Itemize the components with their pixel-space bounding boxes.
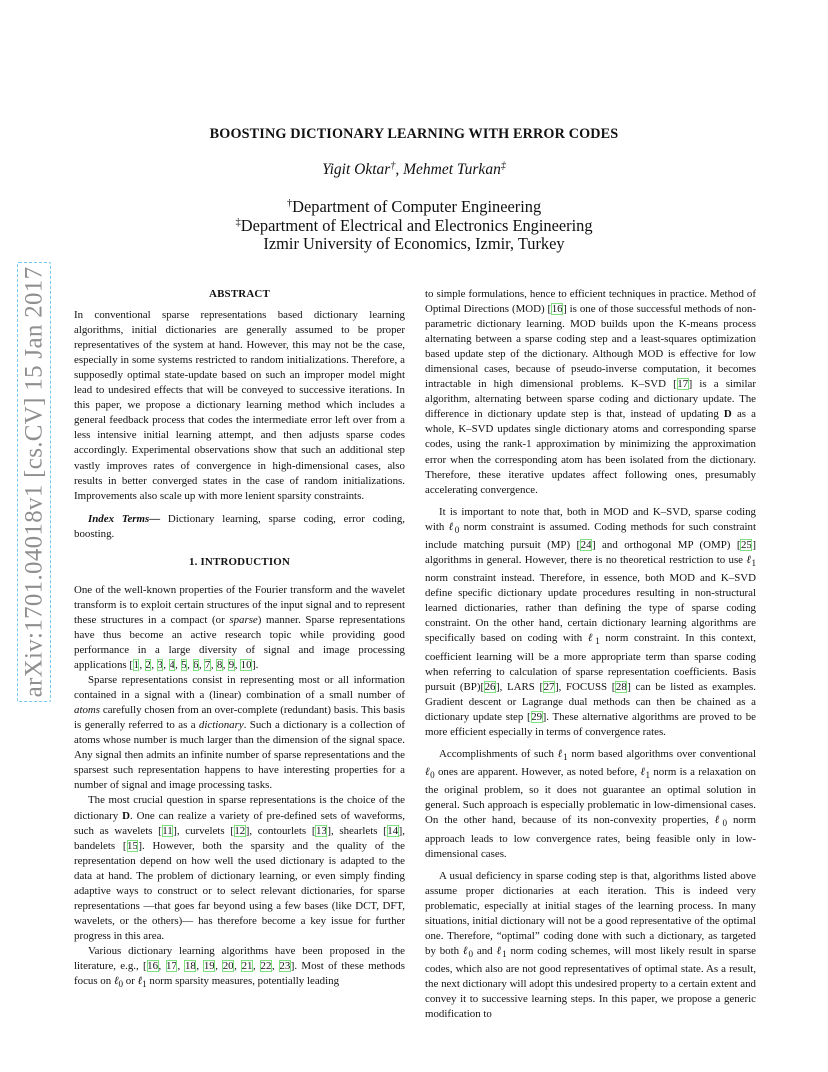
citation-link[interactable]: 16 bbox=[551, 303, 563, 316]
subscript: 0 bbox=[118, 979, 124, 990]
left-body bbox=[74, 583, 405, 992]
emphasis-text: ℓ bbox=[746, 553, 752, 566]
affiliation-line bbox=[0, 217, 828, 236]
affiliation-mark: † bbox=[286, 198, 293, 210]
citation-link[interactable]: 22 bbox=[260, 959, 272, 972]
citation-link[interactable]: 17 bbox=[677, 378, 689, 391]
body-paragraph: One of the well-known properties of the Fourier transform and the wavelet transform is to exploit certain structures of the input signal and to represent these structures in a compact (or sparse) manner. Sparse representations have thus become an active research topic while providing good performance in a large diversity of signal and image processing applications [1, 2, 3, 4, 5, 6, 7, 8, 9, 10]. bbox=[74, 583, 405, 672]
affiliation-line bbox=[0, 235, 828, 254]
citation-link[interactable]: 20 bbox=[222, 959, 234, 972]
body-paragraph: to simple formulations, hence to efficient techniques in practice. Method of Optimal Directions (MOD) [16] is one of those successful methods of non-parametric dictionary learning. MOD builds upon the K-means process alternating between a sparse coding step and a least-squares optimization based update step of the dictionary. Although MOD is effective for low dimensional cases, because of pseudo-inverse computation, it becomes intractable in high dimensional problems. K–SVD [17] is a similar algorithm, alternating between sparse coding and dictionary update. The difference in dictionary update step is that, instead of updating D as a whole, K–SVD updates single dictionary atoms and corresponding sparse codes, using the rank-1 approximation by minimizing the approximation error when the corresponding atom has been isolated from the dictionary. Therefore, these iterative updates affect following ones, presumably accelerating convergence. bbox=[425, 288, 757, 496]
body-paragraph: Sparse representations consist in representing most or all information contained in a signal with a (linear) combination of a small number of atoms carefully chosen from an over-complete (redundant) basis. This basis is generally referred to as a dictionary. Such a dictionary is a collection of atoms whose number is much larger than the dimension of the signal space. Any signal then admits an infinite number of sparse representations and the sparsest such representation happens to have interesting properties for a number of signal and image processing tasks. bbox=[74, 674, 405, 792]
citation-link[interactable]: 3 bbox=[157, 659, 163, 672]
emphasis-text: ℓ bbox=[462, 944, 469, 957]
emphasis-text: ℓ bbox=[587, 632, 596, 645]
affiliation-line bbox=[0, 198, 828, 217]
emphasis-text: ℓ bbox=[496, 944, 503, 957]
emphasis-text: ℓ bbox=[137, 975, 143, 988]
subscript: 0 bbox=[430, 770, 435, 781]
section-heading-introduction: 1. INTRODUCTION bbox=[188, 555, 291, 568]
paper-title: BOOSTING DICTIONARY LEARNING WITH ERROR CODES bbox=[209, 126, 619, 142]
affiliations bbox=[0, 198, 828, 254]
body-paragraph: The most crucial question in sparse representations is the choice of the dictionary D. One can realize a variety of pre-defined sets of waveforms, such as wavelets [11], curvelets [12], contourlets [13], shearlets [14], bandelets [15]. However, both the sparsity and the quality of the representation depend on how well the used dictionary is adapted to the data at hand. The problem of dictionary learning, or even simply finding adaptive ways to construct or to select relevant dictionaries, for sparse representations —that goes far beyond using a few bases (like DCT, DFT, wavelets, or the others)— has therefore become a key issue for further progress in this area. bbox=[74, 794, 405, 942]
subscript: 0 bbox=[468, 949, 474, 960]
index-terms bbox=[74, 512, 405, 542]
subscript: 1 bbox=[142, 979, 147, 990]
arxiv-id: arXiv:1701.04018v1 [cs.CV] 15 Jan 2017 bbox=[20, 266, 48, 698]
right-body bbox=[425, 287, 756, 1022]
body-paragraph: It is important to note that, both in MOD and K–SVD, sparse coding with ℓ$_0$ norm constraint is assumed. Coding methods for such constraint include matching pursuit (MP) [24] and orthogonal MP (OMP) [25] algorithms in general. However, there is no theoretical restriction to use ℓ$_1$ norm constraint instead. Therefore, in essence, both MOD and K–SVD define specific dictionary update procedures resulting in non-structural learned dictionaries, rather than defining the type of sparse coding constraint. On the other hand, certain dictionary learning algorithms are specifically based on coding with ℓ$_1$ norm constraint. In this context, coefficient learning will be a more appropriate term than sparse coding when referring to calculation of sparse representation coefficients. Basis pursuit (BP)[26], LARS [27], FOCUSS [28] can be listed as examples. Gradient descent or Lagrange dual methods can then be chained as a dictionary update step [29]. These alternative algorithms are proved to be more efficient especially in terms of convergence rates. bbox=[425, 505, 756, 738]
emphasis-text: ℓ bbox=[640, 766, 646, 779]
emphasis-text: ℓ bbox=[425, 766, 431, 779]
affiliation-text: Department of Electrical and Electronics Engineering bbox=[240, 215, 593, 235]
citation-link[interactable]: 25 bbox=[740, 538, 752, 551]
citation-link[interactable]: 16 bbox=[147, 959, 159, 972]
citation-link[interactable]: 9 bbox=[228, 659, 235, 672]
emphasis-text: ℓ bbox=[714, 814, 723, 827]
citation-link[interactable]: 12 bbox=[234, 824, 246, 837]
citation-link[interactable]: 6 bbox=[193, 659, 199, 672]
citation-link[interactable]: 13 bbox=[315, 824, 327, 837]
author-name: Yigit Oktar bbox=[322, 161, 391, 178]
citation-link[interactable]: 5 bbox=[181, 659, 187, 672]
citation-link[interactable]: 29 bbox=[531, 710, 543, 723]
arxiv-stamp bbox=[17, 262, 51, 702]
affiliation-mark: ‡ bbox=[235, 216, 241, 228]
emphasis-text: atoms bbox=[74, 704, 101, 717]
citation-link[interactable]: 15 bbox=[127, 839, 138, 852]
citation-link[interactable]: 14 bbox=[387, 824, 399, 837]
emphasis-text: dictionary bbox=[198, 719, 244, 732]
bold-symbol: D bbox=[723, 408, 732, 421]
emphasis-text: ℓ bbox=[113, 975, 119, 988]
citation-link[interactable]: 27 bbox=[543, 680, 555, 693]
affiliation-text: Department of Computer Engineering bbox=[292, 197, 542, 216]
subscript: 0 bbox=[722, 818, 728, 829]
citation-link[interactable]: 7 bbox=[204, 659, 211, 672]
subscript: 1 bbox=[751, 558, 756, 569]
body-paragraph: Various dictionary learning algorithms have been proposed in the literature, e.g., [16, 17, 18, 19, 20, 21, 22, 23]. Most of these methods focus on ℓ$_0$ or ℓ$_1$ norm sparsity measures, potentially leading bbox=[74, 944, 405, 990]
citation-link[interactable]: 2 bbox=[145, 659, 151, 672]
citation-link[interactable]: 18 bbox=[184, 959, 196, 972]
subscript: 0 bbox=[454, 524, 460, 535]
citation-link[interactable]: 8 bbox=[216, 659, 223, 672]
index-terms-label: Index Terms— bbox=[88, 512, 161, 525]
author-list: Yigit Oktar†, Mehmet Turkan‡ bbox=[322, 160, 506, 178]
citation-link[interactable]: 24 bbox=[580, 538, 592, 551]
emphasis-text: sparse bbox=[229, 613, 258, 626]
citation-link[interactable]: 11 bbox=[162, 824, 173, 837]
bold-symbol: D bbox=[122, 809, 130, 822]
citation-link[interactable]: 28 bbox=[615, 680, 627, 693]
citation-link[interactable]: 19 bbox=[203, 959, 215, 972]
right-column bbox=[425, 287, 756, 1022]
index-terms-text: Dictionary learning, sparse coding, error coding, boosting. bbox=[74, 512, 405, 540]
citation-link[interactable]: 4 bbox=[169, 659, 175, 672]
citation-link[interactable]: 21 bbox=[241, 959, 253, 972]
abstract-heading: ABSTRACT bbox=[209, 288, 270, 300]
emphasis-text: ℓ bbox=[448, 520, 455, 533]
body-paragraph: Accomplishments of such ℓ$_1$ norm based algorithms over conventional ℓ$_0$ ones are apparent. However, as noted before, ℓ$_1$ norm is a relaxation on the original problem, so it does not guarantee an optimal solution in general. Such approach is especially problematic in low-dimensional cases. On the other hand, because of its non-convexity properties, ℓ$_0$ norm approach leads to low convergence rates, being feasible only in low-dimensional cases. bbox=[425, 747, 756, 860]
abstract-text: In conventional sparse representations based dictionary learning algorithms, initial dictionaries are generally assumed to be proper representatives of the system at hand. However, this may not be the case, especially in some systems restricted to random initializations. Therefore, a supposedly optimal state-update based on such an improper model might lead to undesired effects that will be conveyed to successive iterations. In this paper, we propose a dictionary learning method which includes a general feedback process that codes the intermediate error left over from a less intensive initial learning attempt, and then adjusts sparse codes accordingly. Experimental observations show that such an additional step vastly improves rates of convergence in high-dimensional cases, also results in better converged states in the case of random initializations. Improvements also scale up with more lenient sparsity constraints. bbox=[74, 309, 405, 502]
emphasis-text: ℓ bbox=[557, 747, 564, 760]
body-paragraph: A usual deficiency in sparse coding step is that, algorithms listed above assume proper dictionaries at each iteration. This is indeed very problematic, especially at initial stages of the learning process. In many situations, initial dictionary will not be a good representative of the optimal one. Therefore, “optimal” coding done with such a dictionary, as targeted by both ℓ$_0$ and ℓ$_1$ norm coding schemes, will most likely result in sparse codes, which also are not good representatives of optimal state. As a result, the next dictionary will adopt this undesired property to a certain extent and convey it to successive learning steps. In this paper, we propose a generic modification to bbox=[425, 869, 757, 1021]
affiliation-text: Izmir University of Economics, Izmir, Turkey bbox=[263, 234, 565, 253]
author-mark: † bbox=[390, 160, 396, 172]
citation-link[interactable]: 23 bbox=[279, 959, 291, 972]
left-column bbox=[74, 287, 405, 992]
subscript: 1 bbox=[595, 636, 600, 647]
citation-link[interactable]: 17 bbox=[166, 959, 177, 972]
citation-link[interactable]: 26 bbox=[484, 680, 496, 693]
subscript: 1 bbox=[563, 752, 568, 763]
citation-link[interactable]: 10 bbox=[240, 659, 252, 672]
subscript: 1 bbox=[645, 770, 651, 781]
author-mark: ‡ bbox=[500, 160, 506, 172]
subscript: 1 bbox=[502, 949, 507, 960]
author-name: Mehmet Turkan bbox=[403, 161, 501, 178]
citation-link[interactable]: 1 bbox=[133, 659, 139, 672]
